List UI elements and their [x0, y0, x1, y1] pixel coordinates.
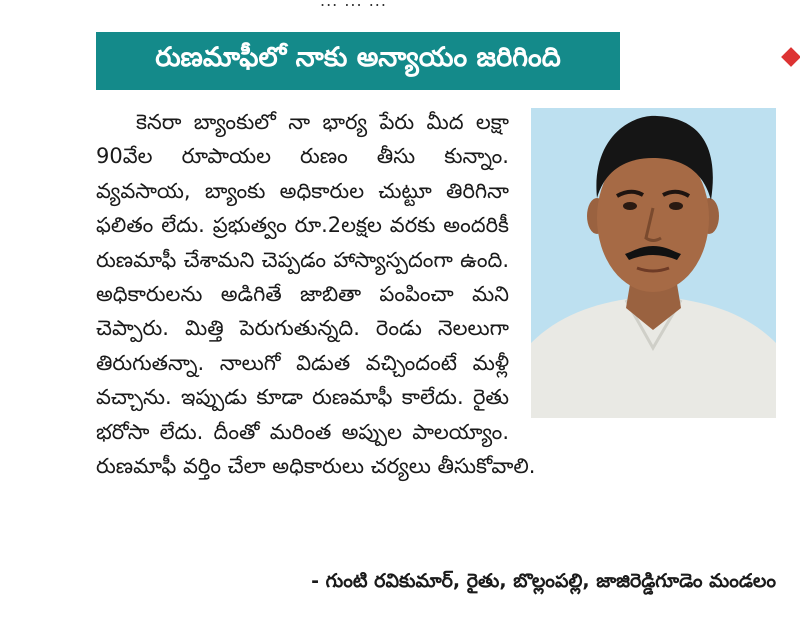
- previous-article-text: ... ... ...: [320, 0, 387, 10]
- article-body: [96, 105, 776, 483]
- decorative-marker-icon: [781, 47, 800, 67]
- article-byline: - గుంటి రవికుమార్, రైతు, బొల్లంపల్లి, జాజిరెడ్డిగూడెం మండలం: [311, 570, 776, 592]
- article-paragraph: కెనరా బ్యాంకులో నా భార్య పేరు మీద లక్షా 90వేల రూపాయల రుణం తీసు కున్నాం. వ్యవసాయ, బ్యాంకు అధికారుల చుట్టూ తిరిగినా ఫలితం లేదు. ప్రభుత్వం రూ.2లక్షల వరకు అందరికీ రుణమాఫీ చేశామని చెప్పడం హాస్యాస్పదంగా ఉంది. అధికారులను అడిగితే జాబితా పంపించా మని చెప్పారు. మిత్తి పెరుగుతున్నది. రెండు నెలలుగా తిరుగుతన్నా. నాలుగో విడుత వచ్చిందంటే మళ్లీ వచ్చాను. ఇప్పుడు కూడా రుణమాఫీ కాలేదు. రైతు భరోసా లేదు. దీంతో మరింత అప్పుల పాలయ్యాం. రుణమాఫీ వర్తిం చేలా అధికారులు చర్యలు తీసుకోవాలి.: [96, 110, 536, 479]
- previous-article-strip: [0, 0, 800, 10]
- portrait-image: [531, 108, 776, 418]
- article-headline: రుణమాఫీలో నాకు అన్యాయం జరిగింది: [96, 32, 620, 90]
- farmer-photo: [531, 108, 776, 418]
